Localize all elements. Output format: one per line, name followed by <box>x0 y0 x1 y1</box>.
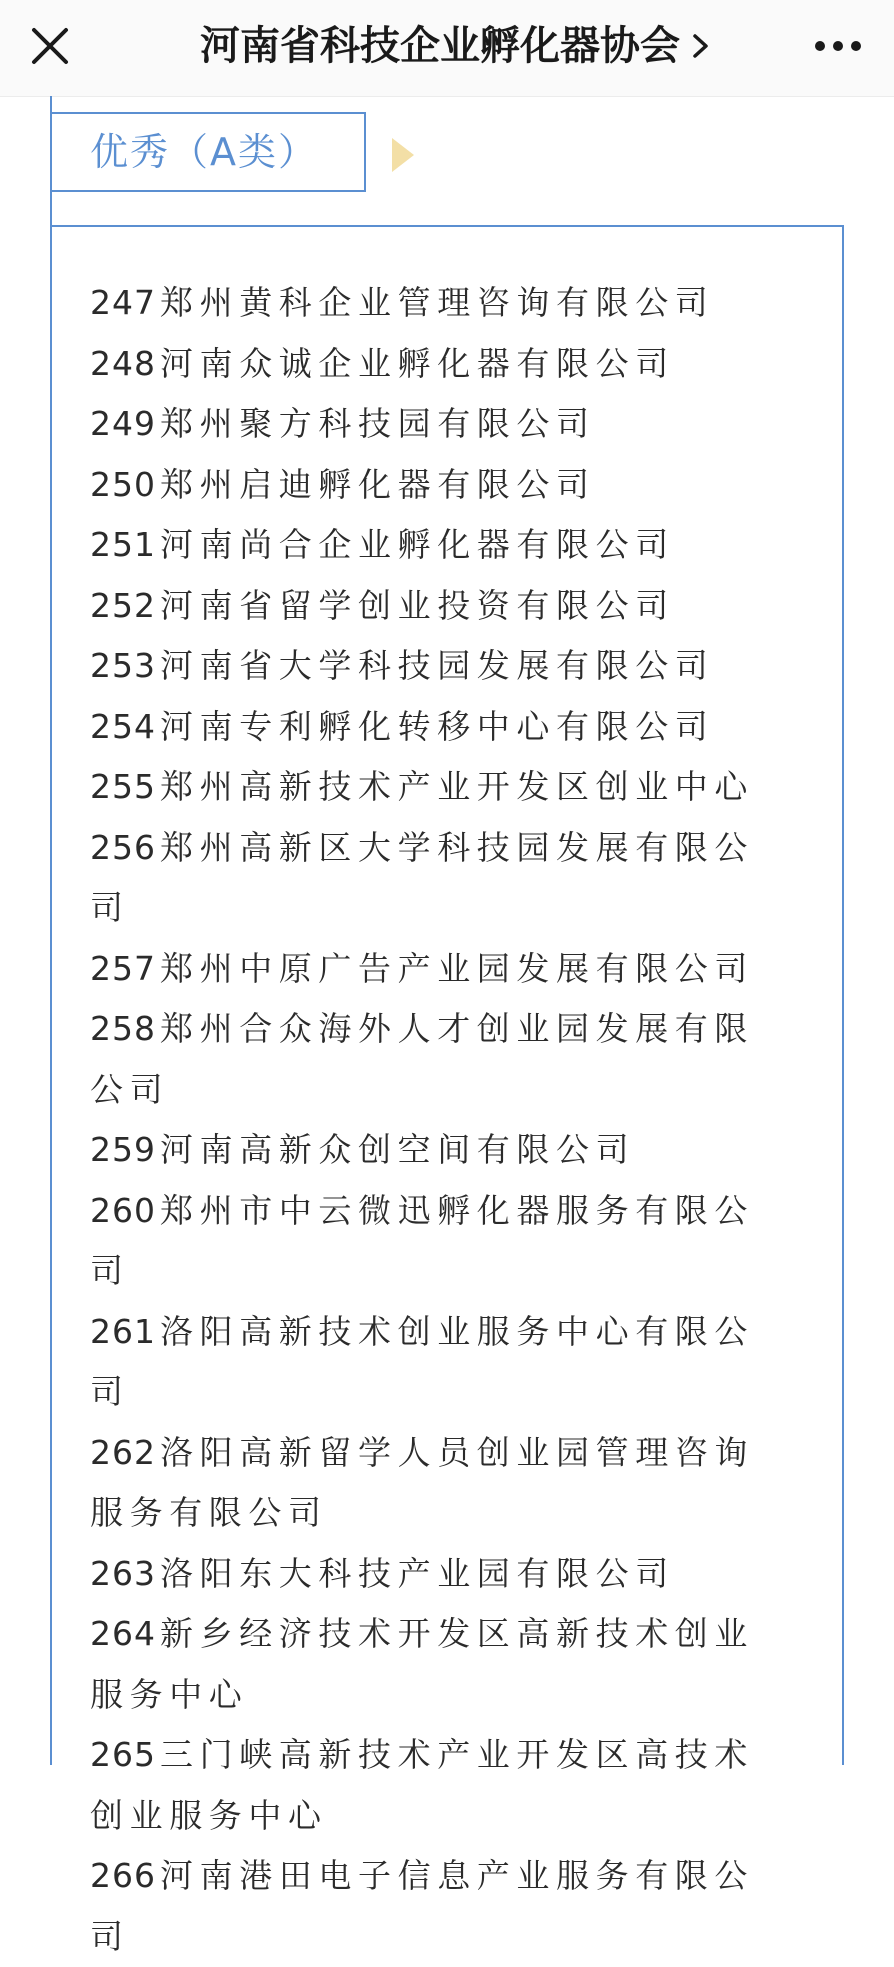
list-item-number: 259 <box>90 1130 156 1169</box>
triangle-right-icon <box>390 136 416 174</box>
list-item <box>90 455 790 516</box>
list-item <box>90 636 790 697</box>
list-item-name: 河南省留学创业投资有限公司 <box>160 585 675 625</box>
list-item-name: 新乡经济技术开发区高新技术创业服务中心 <box>90 1614 754 1714</box>
list-item-number: 250 <box>90 464 156 504</box>
list-item-name: 河南省大学科技园发展有限公司 <box>160 646 715 685</box>
list-item <box>90 515 790 576</box>
list-item <box>90 394 790 455</box>
list-item <box>90 1604 790 1725</box>
company-list <box>90 273 790 1967</box>
list-item <box>90 1846 790 1967</box>
list-item-name: 洛阳高新留学人员创业园管理咨询服务有限公司 <box>90 1432 754 1532</box>
list-item-number: 254 <box>90 706 156 746</box>
list-item-number: 256 <box>90 827 156 867</box>
list-item-name: 郑州高新技术产业开发区创业中心 <box>160 767 754 806</box>
account-title-link[interactable] <box>200 18 712 74</box>
list-item-number: 264 <box>90 1614 156 1653</box>
list-item-number: 258 <box>90 1009 156 1048</box>
list-item <box>90 1120 790 1181</box>
list-item <box>90 999 790 1120</box>
list-item <box>90 576 790 637</box>
list-item-name: 河南众诚企业孵化器有限公司 <box>160 343 675 383</box>
top-nav-bar <box>0 0 894 97</box>
list-item-name: 河南尚合企业孵化器有限公司 <box>160 525 675 564</box>
list-item-name: 郑州中原广告产业园发展有限公司 <box>160 948 754 988</box>
list-item-number: 249 <box>90 404 156 443</box>
list-item-name: 三门峡高新技术产业开发区高技术创业服务中心 <box>90 1735 754 1835</box>
list-item-name: 河南高新众创空间有限公司 <box>160 1130 636 1169</box>
list-item-number: 261 <box>90 1311 156 1351</box>
category-header <box>50 112 366 192</box>
list-item-number: 266 <box>90 1856 156 1895</box>
list-item-name: 洛阳高新技术创业服务中心有限公司 <box>90 1311 754 1411</box>
list-item-name: 河南港田电子信息产业服务有限公司 <box>90 1856 754 1956</box>
list-item-number: 251 <box>90 525 156 564</box>
list-item <box>90 273 790 334</box>
list-item-name: 郑州市中云微迅孵化器服务有限公司 <box>90 1190 754 1290</box>
chevron-right-icon <box>690 31 712 61</box>
list-item-name: 郑州聚方科技园有限公司 <box>160 404 596 443</box>
list-item-number: 248 <box>90 343 156 383</box>
list-item <box>90 1423 790 1544</box>
list-item <box>90 1302 790 1423</box>
list-item-number: 262 <box>90 1432 156 1472</box>
close-icon[interactable] <box>26 22 74 70</box>
list-item-number: 263 <box>90 1553 156 1593</box>
list-item-number: 255 <box>90 767 156 806</box>
list-item <box>90 1544 790 1605</box>
list-item-number: 247 <box>90 283 156 322</box>
more-dots-icon[interactable] <box>810 26 866 66</box>
list-item-name: 河南专利孵化转移中心有限公司 <box>160 706 715 746</box>
list-item-name: 郑州合众海外人才创业园发展有限公司 <box>90 1009 754 1109</box>
list-item <box>90 818 790 939</box>
list-item-name: 郑州高新区大学科技园发展有限公司 <box>90 827 754 927</box>
list-item <box>90 697 790 758</box>
list-item <box>90 757 790 818</box>
category-label: 优秀（A类） <box>90 130 318 174</box>
list-item-name: 郑州黄科企业管理咨询有限公司 <box>160 283 715 322</box>
list-item <box>90 1725 790 1846</box>
list-item-number: 252 <box>90 585 156 625</box>
list-item <box>90 334 790 395</box>
list-item-name: 洛阳东大科技产业园有限公司 <box>160 1553 675 1593</box>
list-item-number: 257 <box>90 948 156 988</box>
company-list-panel <box>50 225 844 1956</box>
list-item-number: 253 <box>90 646 156 685</box>
list-item-name: 郑州启迪孵化器有限公司 <box>160 464 596 504</box>
list-item <box>90 939 790 1000</box>
list-item-number: 265 <box>90 1735 156 1774</box>
list-item <box>90 1181 790 1302</box>
list-item-number: 260 <box>90 1190 156 1230</box>
page-title: 河南省科技企业孵化器协会 <box>200 23 680 69</box>
